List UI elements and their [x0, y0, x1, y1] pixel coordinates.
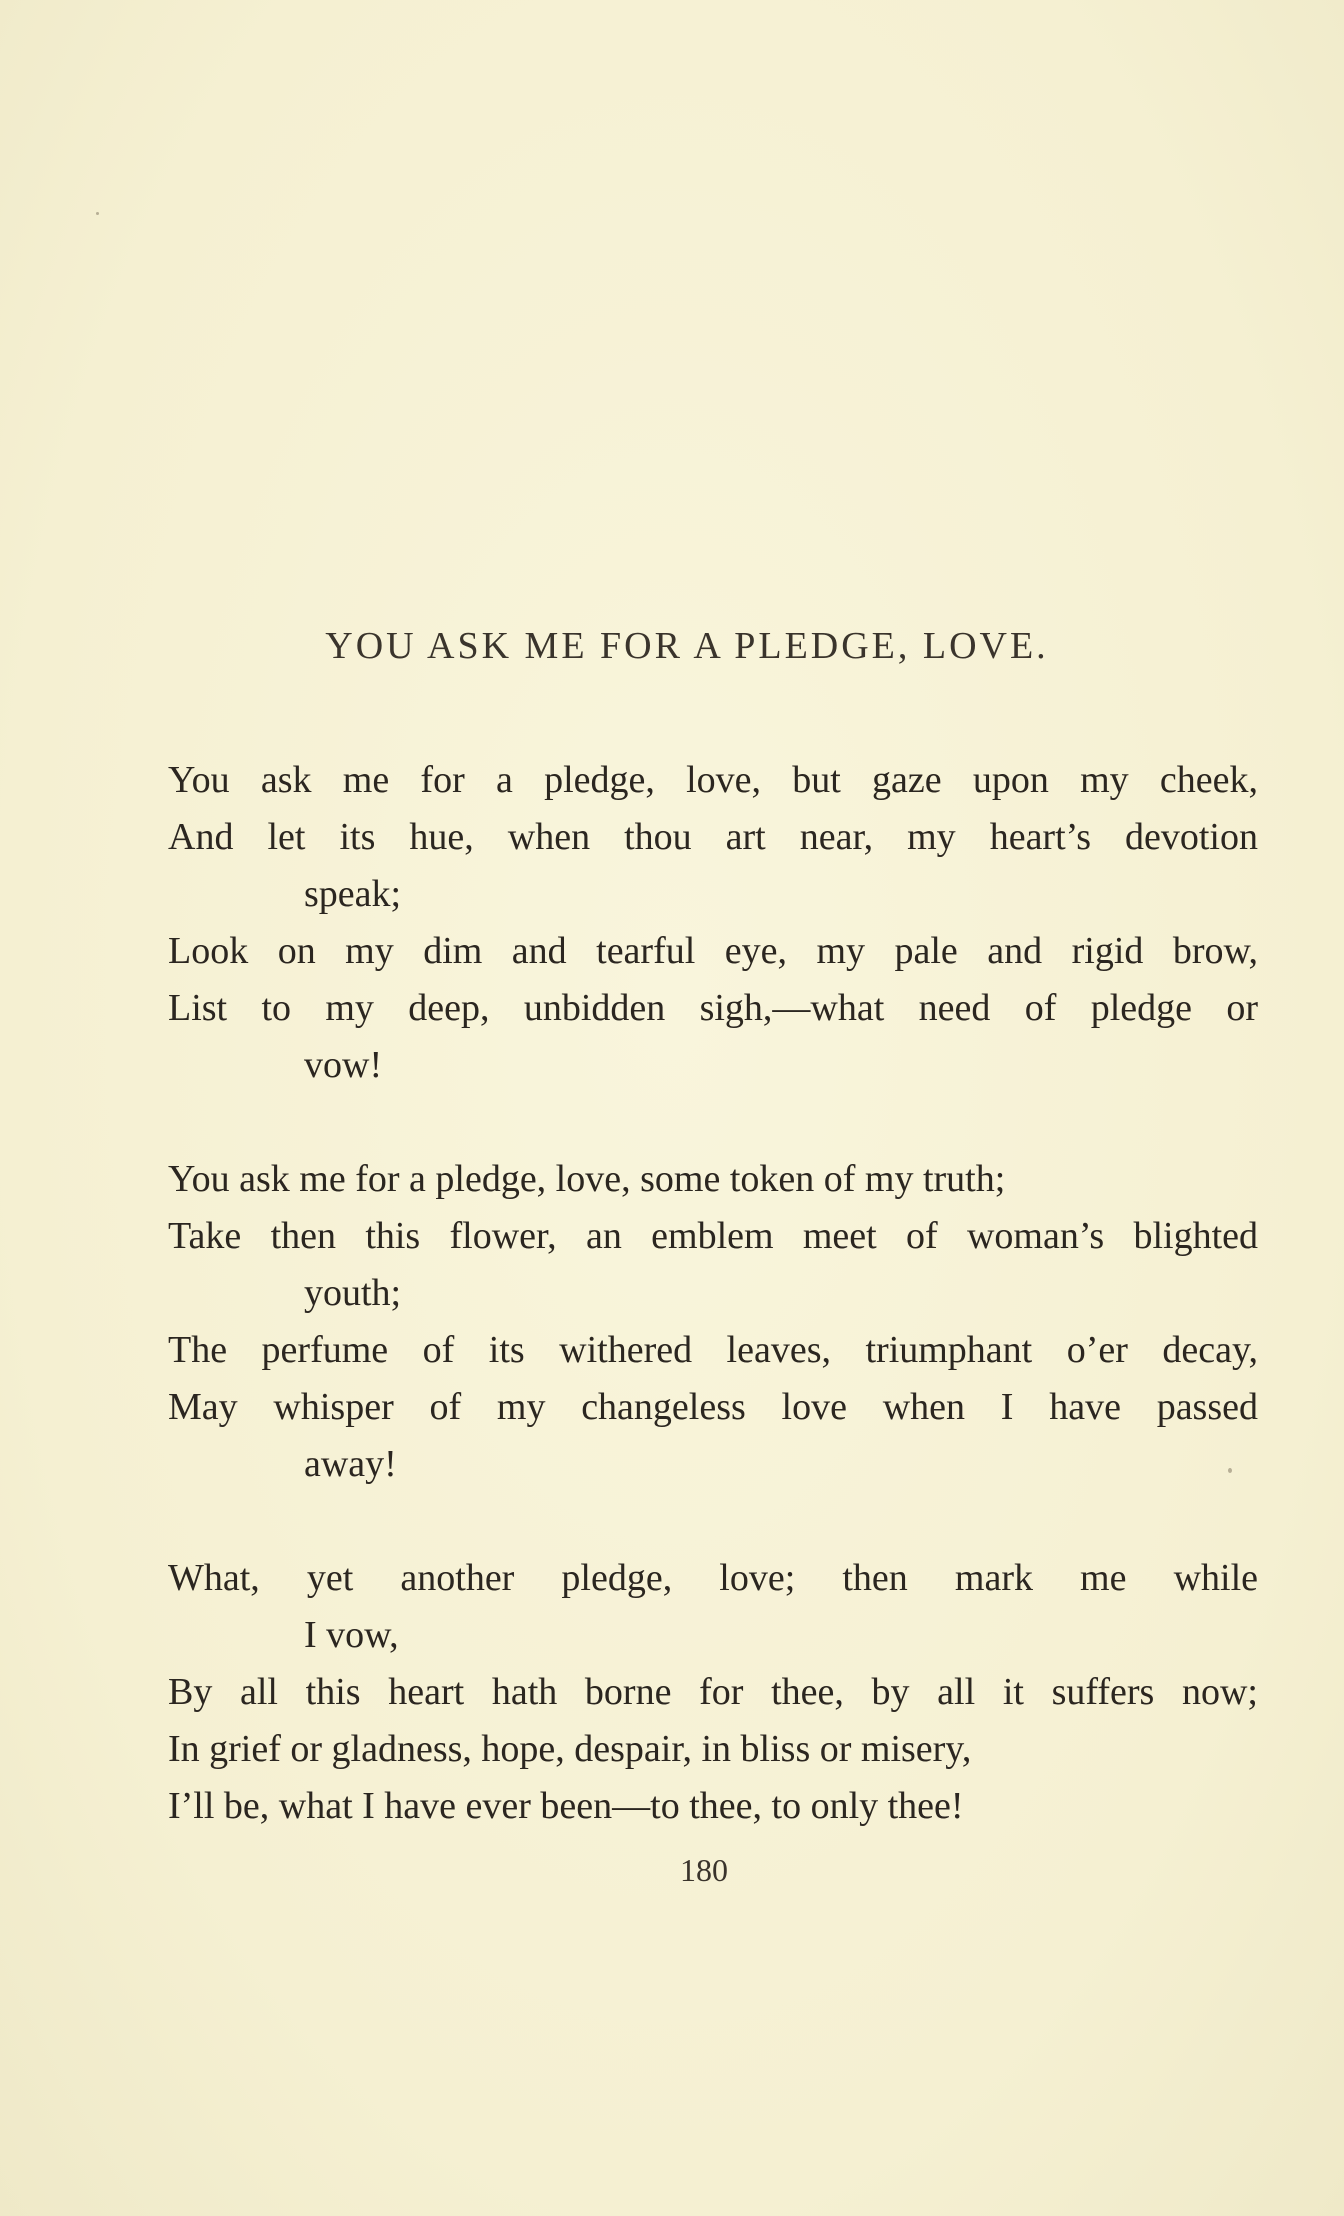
verse-line: Take then this flower, an emblem meet of woman’s blighted [168, 1215, 1258, 1257]
paper-speck [96, 212, 99, 215]
verse-line: You ask me for a pledge, love, some token of my truth; [168, 1158, 1006, 1200]
verse-line-continuation: youth; [304, 1272, 402, 1314]
verse-line: Look on my dim and tearful eye, my pale and rigid brow, [168, 930, 1258, 972]
verse-line: List to my deep, unbidden sigh,—what need of pledge or [168, 987, 1258, 1029]
verse-line: May whisper of my changeless love when I have passed [168, 1386, 1258, 1428]
stanza-2 [168, 1151, 1258, 1493]
verse-line: The perfume of its withered leaves, triumphant o’er decay, [168, 1329, 1258, 1371]
verse-line: I’ll be, what I have ever been—to thee, to only thee! [168, 1785, 964, 1827]
stanza-1 [168, 752, 1258, 1094]
verse-line: By all this heart hath borne for thee, by all it suffers now; [168, 1671, 1258, 1713]
verse-line-continuation: vow! [304, 1044, 383, 1086]
verse-line: You ask me for a pledge, love, but gaze upon my cheek, [168, 759, 1258, 801]
verse-line-continuation: away! [304, 1443, 397, 1485]
stanza-3 [168, 1550, 1258, 1835]
verse-line: And let its hue, when thou art near, my heart’s devotion [168, 816, 1258, 858]
poem-title: YOU ASK ME FOR A PLEDGE, LOVE. [325, 625, 1049, 667]
page-number: 180 [680, 1852, 728, 1888]
verse-line: What, yet another pledge, love; then mark me while [168, 1557, 1258, 1599]
poem-body [168, 752, 1258, 1892]
verse-line-continuation: I vow, [304, 1614, 399, 1656]
verse-line-continuation: speak; [304, 873, 402, 915]
verse-line: In grief or gladness, hope, despair, in bliss or misery, [168, 1728, 972, 1770]
